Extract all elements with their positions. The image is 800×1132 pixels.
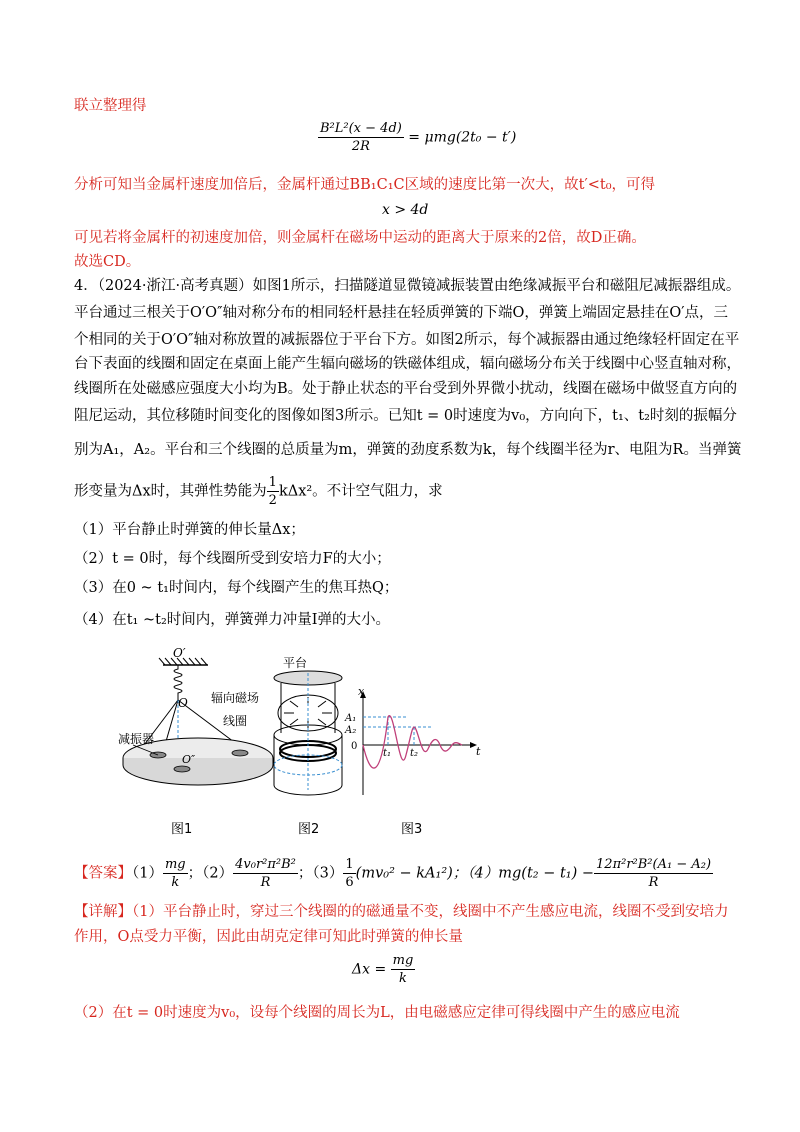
label-o: O bbox=[178, 696, 188, 710]
sub-question-4: （4）在t₁ ~t₂时间内，弹簧弹力冲量I弹的大小。 bbox=[74, 612, 390, 628]
answer-label: 【答案】 bbox=[74, 865, 132, 882]
text-line: 可见若将金属杆的初速度加倍，则金属杆在磁场中运动的距离大于原来的2倍，故D正确。 bbox=[74, 230, 646, 246]
label-t1: t₁ bbox=[383, 748, 392, 759]
figure-2 bbox=[274, 671, 342, 795]
label-coil: 线圈 bbox=[223, 714, 248, 728]
detail-line: （2）在t = 0时速度为v₀，设每个线圈的周长为L，由电磁感应定律可得线圈中产生的感应电流 bbox=[74, 1005, 680, 1021]
label-axis-t: t bbox=[476, 745, 481, 758]
sub-question-1: （1）平台静止时弹簧的伸长量Δx； bbox=[74, 522, 305, 538]
figure-3 bbox=[360, 691, 477, 795]
question-line: 台下表面的线圈和固定在桌面上能产生辐向磁场的铁磁体组成，辐向磁场分布关于线圈中心竖直轴对称， bbox=[74, 356, 741, 372]
detail-line: 作用，O点受力平衡，因此由胡克定律可知此时弹簧的伸长量 bbox=[74, 929, 463, 945]
label-axis-x: x bbox=[358, 685, 365, 698]
figure-1 bbox=[123, 658, 273, 785]
question-line: 平台通过三根关于O′O″轴对称分布的相同轻杆悬挂在轻质弹簧的下端O，弹簧上端固定悬挂在O′点，三 bbox=[74, 305, 729, 321]
label-o-prime: O′ bbox=[173, 646, 186, 660]
fig2-caption: 图2 bbox=[298, 822, 320, 835]
text-line: 故选CD。 bbox=[74, 254, 141, 270]
label-a2: A₂ bbox=[345, 725, 357, 736]
physics-figure bbox=[118, 645, 488, 835]
label-damper: 减振器 bbox=[118, 732, 155, 746]
equation-1: $\frac{\text{B²L²(x − 4d)}}{2R}$ = μmg(2t₀ − t′) bbox=[320, 121, 517, 154]
equation-3: Δx = $\frac{mg}{k}$ bbox=[352, 953, 414, 986]
question-line: 别为A₁，A₂。平台和三个线圈的总质量为m，弹簧的劲度系数为k，每个线圈半径为r、电阻为R。当弹簧 bbox=[74, 442, 742, 458]
label-a1: A₁ bbox=[345, 713, 357, 724]
equation-2: x > 4d bbox=[382, 202, 429, 218]
label-radial-field: 辐向磁场 bbox=[211, 691, 260, 705]
text-line: 分析可知当金属杆速度加倍后，金属杆通过BB₁C₁C区域的速度比第一次大，故t′<t₀，可得 bbox=[74, 177, 656, 193]
label-t2: t₂ bbox=[410, 748, 419, 759]
question-line: 个相同的关于O′O″轴对称放置的减振器位于平台下方。如图2所示，每个减振器由通过绝缘轻杆固定在平 bbox=[74, 332, 740, 348]
answer-line: 【答案】（1） $\frac{mg}{k}$ ；（2） $\frac{\text{4v₀r²π²B²}}{R}$ ；（3） $\frac{1}{6}$ (mv₀² − kA₁²)；（4）mg(t₂ − t₁) − $\frac{\text{12π²r²B²(A₁ − A₂)}}{R}$ bbox=[74, 857, 712, 890]
question-line: 形变量为Δx时，其弹性势能为 $\frac{1}{2}$ kΔx²。不计空气阻力，求 bbox=[74, 475, 443, 508]
detail-label: 【详解】 bbox=[74, 904, 132, 920]
question-line: 线圈所在处磁感应强度大小均为B。处于静止状态的平台受到外界微小扰动，线圈在磁场中做竖直方向的 bbox=[74, 381, 738, 397]
label-origin: 0 bbox=[351, 741, 358, 752]
text-line: 联立整理得 bbox=[74, 98, 147, 114]
fig3-caption: 图3 bbox=[401, 822, 423, 835]
detail-line: 【详解】（1）平台静止时，穿过三个线圈的的磁通量不变，线圈中不产生感应电流，线圈不受到安培力 bbox=[74, 904, 729, 920]
sub-question-3: （3）在0 ~ t₁时间内，每个线圈产生的焦耳热Q； bbox=[74, 580, 399, 596]
label-o-dprime: O″ bbox=[182, 753, 196, 766]
question-line: 4．（2024·浙江·高考真题）如图1所示，扫描隧道显微镜减振装置由绝缘减振平台和磁阻尼减振器组成。 bbox=[74, 278, 741, 294]
label-platform: 平台 bbox=[283, 656, 308, 670]
question-line: 阻尼运动，其位移随时间变化的图像如图3所示。已知t = 0时速度为v₀，方向向下，t₁、t₂时刻的振幅分 bbox=[74, 408, 737, 424]
fig1-caption: 图1 bbox=[171, 822, 193, 835]
sub-question-2: （2）t = 0时，每个线圈所受到安培力F的大小； bbox=[74, 551, 391, 567]
